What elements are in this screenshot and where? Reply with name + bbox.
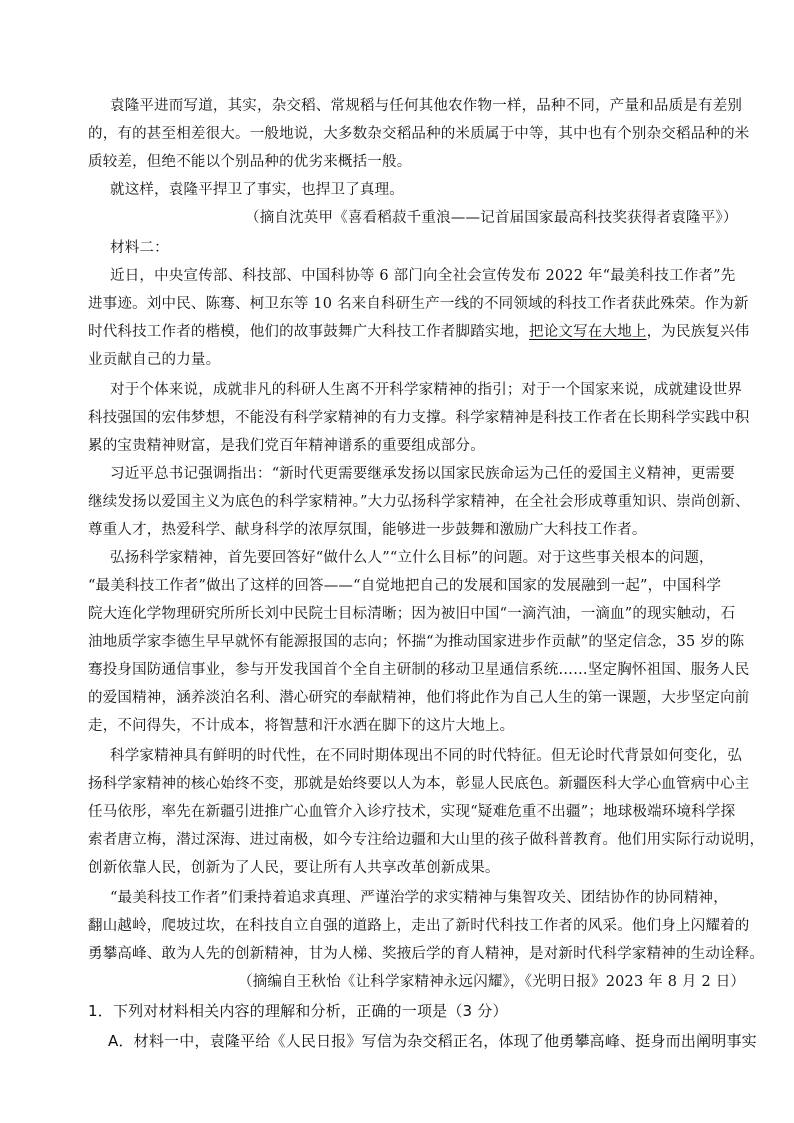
underlined-phrase: 把论文写在大地上	[529, 324, 647, 340]
paragraph-line: 的，有的甚至相差很大。一般地说，大多数杂交稻品种的米质属于中等，其中也有个别杂交稻品种的米	[88, 126, 750, 142]
paragraph-line: 扬科学家精神的核心始终不变，那就是始终要以人为本，彰显人民底色。新疆医科大学心血管病中心主	[88, 776, 750, 792]
paragraph-line: “最美科技工作者”做出了这样的回答——“自觉地把自己的发展和国家的发展融到一起”，中国科学	[88, 578, 722, 594]
question-stem: 1．下列对材料相关内容的理解和分析，正确的一项是（3 分）	[88, 1002, 508, 1020]
source-citation: （摘编自王秋怡《让科学家精神永远闪耀》，《光明日报》2023 年 8 月 2 日）	[238, 974, 746, 990]
paragraph-line: 业贡献自己的力量。	[88, 352, 221, 368]
option-a: A．材料一中，袁隆平给《人民日报》写信为杂交稻正名，体现了他勇攀高峰、挺身而出阐明事实	[108, 1032, 757, 1050]
section-heading: 材料二：	[110, 240, 169, 256]
text-segment: 时代科技工作者的楷模，他们的故事鼓舞广大科技工作者脚踏实地，	[88, 324, 529, 340]
paragraph-line: 累的宝贵精神财富，是我们党百年精神谱系的重要组成部分。	[88, 438, 485, 454]
paragraph-line: 科技强国的宏伟梦想，不能没有科学家精神的有力支撑。科学家精神是科技工作者在长期科学实践中积	[88, 410, 750, 426]
paragraph-line: 弘扬科学家精神，首先要回答好“做什么人”“立什么目标”的问题。对于这些事关根本的问题，	[110, 550, 714, 566]
paragraph-line	[88, 320, 750, 341]
paragraph-line: 就这样，袁隆平捍卫了事实，也捍卫了真理。	[110, 182, 404, 198]
paragraph-line: 进事迹。刘中民、陈骞、柯卫东等 10 名来自科研生产一线的不同领域的科技工作者获此殊荣。作为新	[88, 296, 749, 312]
source-citation: （摘自沈英甲《喜看稻菽千重浪——记首届国家最高科技奖获得者袁隆平》）	[245, 210, 738, 226]
paragraph-line: 任马依彤，率先在新疆引进推广心血管介入诊疗技术，实现“疑难危重不出疆”；地球极端环境科学探	[88, 804, 736, 820]
text-segment: ，为民族复兴伟	[646, 324, 750, 340]
paragraph-line: 对于个体来说，成就非凡的科研人生离不开科学家精神的指引；对于一个国家来说，成就建设世界	[110, 382, 743, 398]
paragraph-line: “最美科技工作者”们秉持着追求真理、严谨治学的求实精神与集智攻关、团结协作的协同精神，	[110, 890, 728, 906]
paragraph-line: 近日，中央宣传部、科技部、中国科协等 6 部门向全社会宣传发布 2022 年“最美科技工作者”先	[110, 268, 736, 284]
paragraph-line: 袁隆平进而写道，其实，杂交稻、常规稻与任何其他农作物一样，品种不同，产量和品质是有差别	[110, 98, 743, 114]
paragraph-line: 走，不问得失，不计成本，将智慧和汗水洒在脚下的这片大地上。	[88, 718, 515, 734]
paragraph-line: 科学家精神具有鲜明的时代性，在不同时期体现出不同的时代特征。但无论时代背景如何变化，弘	[110, 748, 743, 764]
paragraph-line: 的爱国精神，涵养淡泊名利、潜心研究的奉献精神，他们将此作为自己人生的第一课题，大步坚定向前	[88, 690, 750, 706]
paragraph-line: 质较差，但绝不能以个别品种的优劣来概括一般。	[88, 154, 412, 170]
paragraph-line: 勇攀高峰、敢为人先的创新精神，甘为人梯、奖掖后学的育人精神，是对新时代科学家精神的生动诠释。	[88, 946, 765, 962]
paragraph-line: 索者唐立梅，潜过深海、进过南极，如今专注给边疆和大山里的孩子做科普教育。他们用实际行动说明，	[88, 832, 765, 848]
paragraph-line: 继续发扬以爱国主义为底色的科学家精神。”大力弘扬科学家精神，在全社会形成尊重知识、崇尚创新、	[88, 494, 750, 510]
paragraph-line: 创新依靠人民，创新为了人民，要让所有人共享改革创新成果。	[88, 860, 500, 876]
paragraph-line: 油地质学家李德生早早就怀有能源报国的志向；怀揣“为推动国家进步作贡献”的坚定信念，35 岁的陈	[88, 634, 745, 650]
paragraph-line: 翻山越岭，爬坡过坎，在科技自立自强的道路上，走出了新时代科技工作者的风采。他们身上闪耀着的	[88, 918, 750, 934]
paragraph-line: 院大连化学物理研究所所长刘中民院士目标清晰；因为被旧中国“一滴汽油，一滴血”的现实触动，石	[88, 606, 736, 622]
paragraph-line: 习近平总书记强调指出：“新时代更需要继承发扬以国家民族命运为己任的爱国主义精神，更需要	[110, 466, 736, 482]
paragraph-line: 骞投身国防通信事业，参与开发我国首个全自主研制的移动卫星通信系统……坚定胸怀祖国、服务人民	[88, 662, 750, 678]
paragraph-line: 尊重人才，热爱科学、献身科学的浓厚氛围，能够进一步鼓舞和激励广大科技工作者。	[88, 522, 647, 538]
